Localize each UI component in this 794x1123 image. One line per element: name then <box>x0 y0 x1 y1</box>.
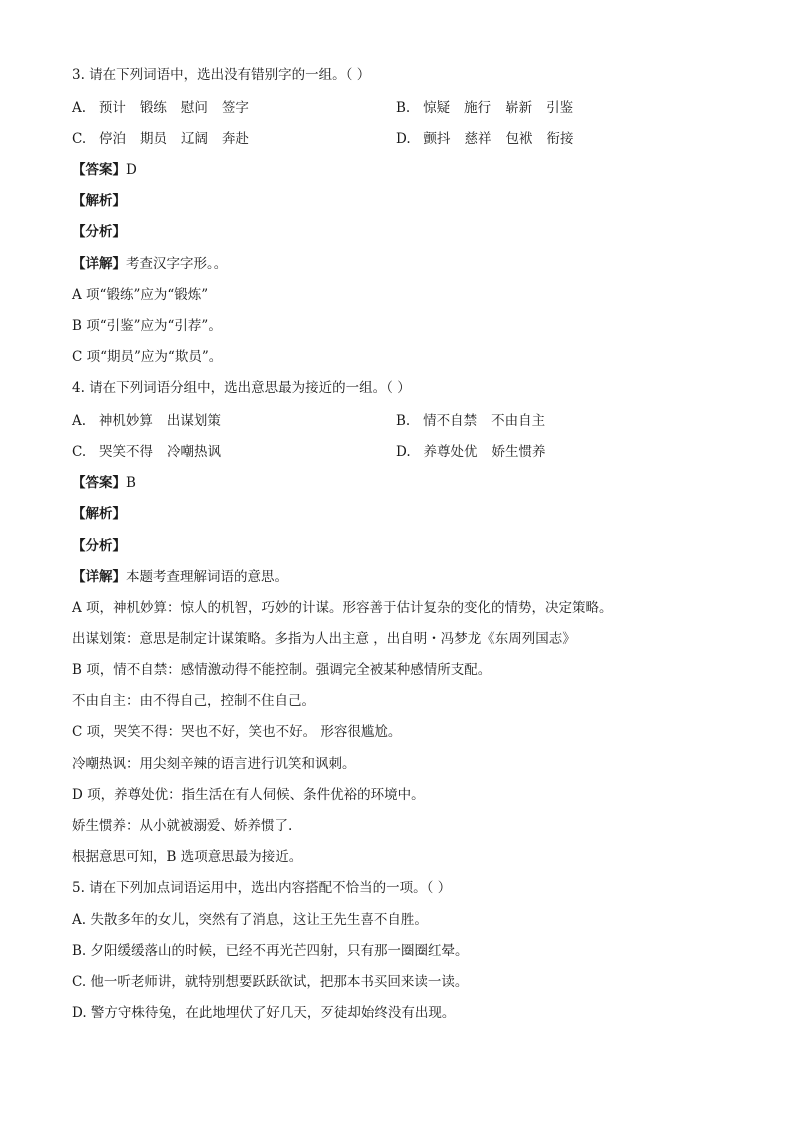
q5-option-a: A. 失散多年的女儿，突然有了消息，这让王先生喜不自胜。 <box>72 912 428 928</box>
q4-jiexi-heading: 【解析】 <box>72 506 126 522</box>
q3-option-a: A. 预计 锻练 慰问 签字 <box>72 100 249 116</box>
q4-option-c: C. 哭笑不得 冷嘲热讽 <box>72 444 222 460</box>
q4-explanation-line: C 项，哭笑不得：哭也不好，笑也不好。 形容很尴尬。 <box>72 724 402 740</box>
q4-explanation-line: A 项，神机妙算：惊人的机智，巧妙的计谋。形容善于估计复杂的变化的情势，决定策略。 <box>72 600 613 616</box>
q4-explanation-line: B 项，情不自禁：感情激动得不能控制。强调完全被某种感情所支配。 <box>72 662 492 678</box>
q3-option-d: D. 颤抖 慈祥 包袱 衔接 <box>396 131 574 147</box>
q4-explanation-line: 娇生惯养：从小就被溺爱、娇养惯了. <box>72 818 293 834</box>
q3-xiangjie: 【详解】考查汉字字形。。 <box>72 256 228 272</box>
q3-option-b: B. 惊疑 施行 崭新 引鉴 <box>396 100 574 116</box>
q3-jiexi-heading: 【解析】 <box>72 193 126 209</box>
q4-option-a: A. 神机妙算 出谋划策 <box>72 413 221 429</box>
q4-explanation-line: 冷嘲热讽：用尖刻辛辣的语言进行讥笑和讽刺。 <box>72 756 356 772</box>
q3-fenxi-heading: 【分析】 <box>72 224 126 240</box>
q4-answer: 【答案】B <box>72 475 136 491</box>
q4-explanation-line: 不由自主：由不得自己，控制不住自己。 <box>72 693 315 709</box>
q5-stem: 5. 请在下列加点词语运用中，选出内容搭配不恰当的一项。（ ） <box>72 880 452 896</box>
q4-explanation-line: 出谋划策：意思是制定计谋策略。多指为人出主意 ，出自明・冯梦龙《东周列国志》 <box>72 631 576 647</box>
q3-stem: 3. 请在下列词语中，选出没有错别字的一组。（ ） <box>72 67 371 83</box>
q3-explanation-line: B 项“引鉴”应为“引荐”。 <box>72 318 222 334</box>
q5-option-c: C. 他一听老师讲，就特别想要跃跃欲试，把那本书买回来读一读。 <box>72 974 469 990</box>
q4-explanation-line: 根据意思可知，B 选项意思最为接近。 <box>72 849 303 865</box>
q3-explanation-line: A 项“锻练”应为“锻炼” <box>72 287 209 303</box>
q4-explanation-line: D 项，养尊处优：指生活在有人伺候、条件优裕的环境中。 <box>72 787 425 803</box>
q5-option-d: D. 警方守株待兔，在此地埋伏了好几天，歹徒却始终没有出现。 <box>72 1005 456 1021</box>
q4-stem: 4. 请在下列词语分组中，选出意思最为接近的一组。（ ） <box>72 380 411 396</box>
q3-option-c: C. 停泊 期员 辽阔 奔赴 <box>72 131 250 147</box>
q4-xiangjie: 【详解】本题考查理解词语的意思。 <box>72 569 288 585</box>
q3-answer: 【答案】D <box>72 162 137 178</box>
q3-explanation-line: C 项“期员”应为“欺员”。 <box>72 349 223 365</box>
q4-option-b: B. 情不自禁 不由自主 <box>396 413 546 429</box>
q4-option-d: D. 养尊处优 娇生惯养 <box>396 444 546 460</box>
q4-fenxi-heading: 【分析】 <box>72 538 126 554</box>
q5-option-b: B. 夕阳缓缓落山的时候，已经不再光芒四射，只有那一圈圈红晕。 <box>72 943 469 959</box>
